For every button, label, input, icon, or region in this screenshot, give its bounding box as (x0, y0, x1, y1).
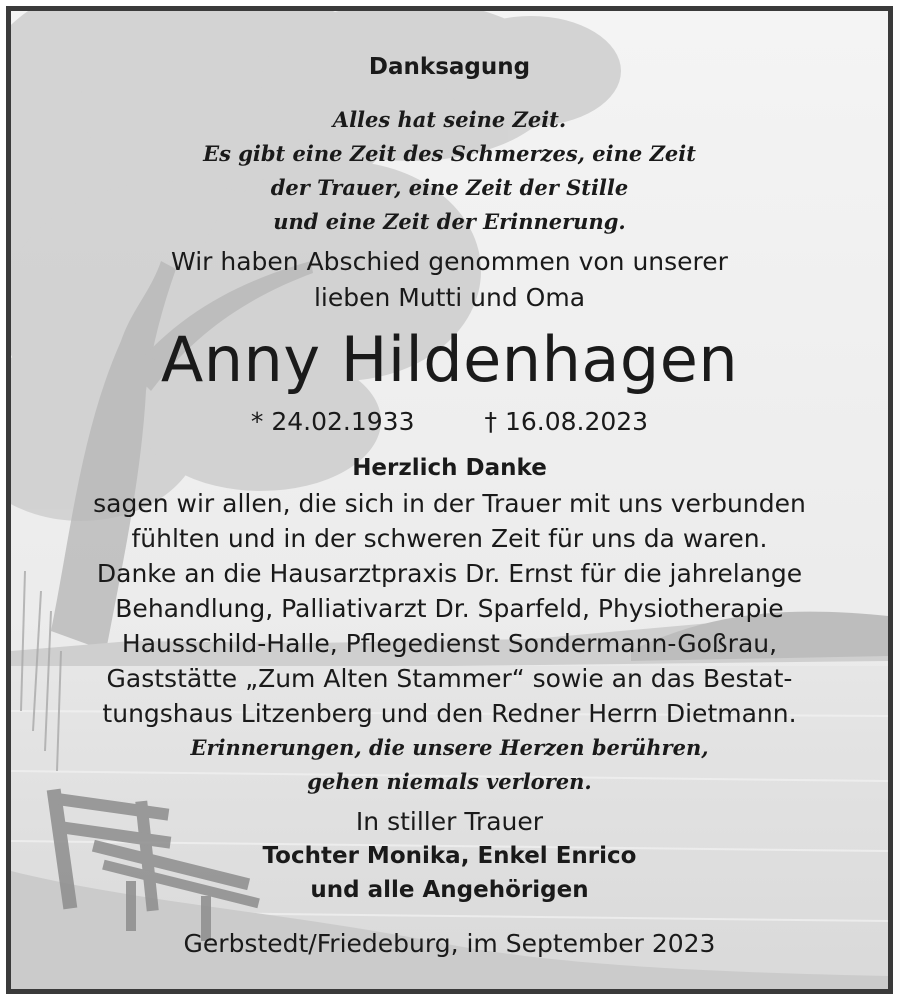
quote-line-3: der Trauer, eine Zeit der Stille (270, 175, 629, 200)
family-line-1: Tochter Monika, Enkel Enrico (262, 843, 637, 869)
closing-quote-line-1: Erinnerungen, die unsere Herzen berühren, (190, 735, 709, 760)
family-line-2: und alle Angehörigen (310, 877, 589, 903)
thanks-line-5: Hausschild-Halle, Pflegedienst Sondermann-Goßrau, (121, 629, 778, 658)
place-date: Gerbstedt/Friedeburg, im September 2023 (183, 929, 716, 958)
closing-quote-line-2: gehen niemals verloren. (307, 769, 592, 794)
death-date: † 16.08.2023 (484, 407, 649, 436)
notice-frame (6, 6, 893, 994)
thanks-line-1: sagen wir allen, die sich in der Trauer mit uns verbunden (93, 489, 806, 518)
life-dates (11, 407, 888, 436)
quote-line-1: Alles hat seine Zeit. (332, 107, 567, 132)
thanks-heading: Herzlich Danke (352, 455, 547, 481)
intro-line-1: Wir haben Abschied genommen von unserer (171, 247, 728, 276)
thanks-line-4: Behandlung, Palliativarzt Dr. Sparfeld, Physiotherapie (115, 594, 784, 623)
thanks-line-7: tungshaus Litzenberg und den Redner Herrn Dietmann. (102, 699, 797, 728)
intro-line-2: lieben Mutti und Oma (313, 283, 586, 312)
quote-line-4: und eine Zeit der Erinnerung. (273, 209, 626, 234)
notice-heading: Danksagung (368, 54, 531, 80)
birth-date: * 24.02.1933 (250, 407, 415, 436)
thanks-line-6: Gaststätte „Zum Alten Stammer“ sowie an das Bestat- (106, 664, 793, 693)
thanks-line-2: fühlten und in der schweren Zeit für uns da waren. (131, 524, 768, 553)
mourning-text: In stiller Trauer (355, 807, 544, 836)
deceased-name: Anny Hildenhagen (160, 323, 739, 396)
notice-content (11, 11, 888, 989)
quote-line-2: Es gibt eine Zeit des Schmerzes, eine Zeit (203, 141, 696, 166)
thanks-line-3: Danke an die Hausarztpraxis Dr. Ernst für die jahrelange (96, 559, 803, 588)
